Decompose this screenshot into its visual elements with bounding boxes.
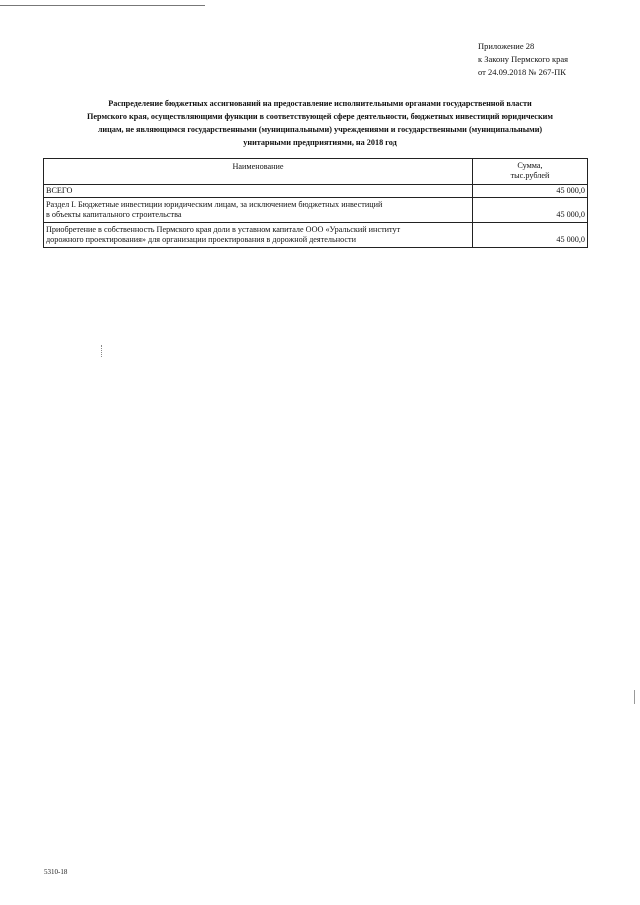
scan-artifact-mark xyxy=(101,345,102,357)
row-sum: 45 000,0 xyxy=(473,185,588,198)
table-row-item xyxy=(44,223,588,248)
row-name xyxy=(44,223,473,248)
header-name: Наименование xyxy=(44,159,473,185)
row-sum: 45 000,0 xyxy=(473,223,588,248)
scan-artifact-line xyxy=(0,5,205,6)
row-sum: 45 000,0 xyxy=(473,198,588,223)
row-name-line: Приобретение в собственность Пермского края доли в уставном капитале ООО «Уральский институт xyxy=(46,225,401,234)
row-name-line: ВСЕГО xyxy=(46,186,73,195)
row-name xyxy=(44,198,473,223)
row-name-line: в объекты капитального строительства xyxy=(46,210,182,219)
title-line-4: унитарными предприятиями, на 2018 год xyxy=(243,138,397,147)
table-row-section xyxy=(44,198,588,223)
table-row-total xyxy=(44,185,588,198)
annex-law: к Закону Пермского края xyxy=(478,54,569,64)
title-line-1: Распределение бюджетных ассигнований на предоставление исполнительными органами государственной власти xyxy=(108,99,532,108)
header-sum-unit: тыс.рублей xyxy=(510,171,550,180)
title-line-2: Пермского края, осуществляющими функции в соответствующей сфере деятельности, бюджетных инвестиций юридическим xyxy=(87,112,553,121)
annex-reference xyxy=(478,40,568,79)
row-name xyxy=(44,185,473,198)
header-sum-label: Сумма, xyxy=(517,161,543,170)
row-name-line: Раздел I. Бюджетные инвестиции юридическим лицам, за исключением бюджетных инвестиций xyxy=(46,200,383,209)
header-sum xyxy=(473,159,588,185)
scan-artifact-edge xyxy=(634,690,635,704)
budget-table xyxy=(43,158,588,248)
annex-number: Приложение 28 xyxy=(478,41,535,51)
title-line-3: лицам, не являющимся государственными (муниципальными) учреждениями и государственными (муниципальными) xyxy=(97,125,543,134)
footer-document-code: 5310-18 xyxy=(44,868,68,876)
row-name-line: дорожного проектирования» для организации проектирования в дорожной деятельности xyxy=(46,235,356,244)
table-header-row xyxy=(44,159,588,185)
document-title xyxy=(40,97,600,149)
annex-date-number: от 24.09.2018 № 267-ПК xyxy=(478,67,566,77)
